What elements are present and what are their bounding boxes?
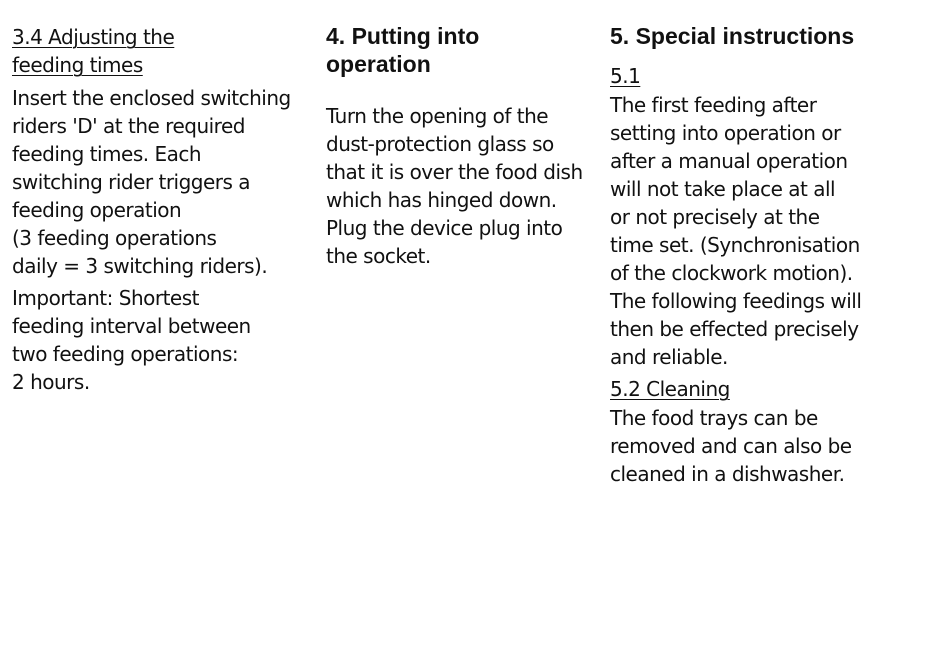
section-3-4-body-line: switching rider triggers a xyxy=(12,170,251,194)
section-3-4-heading-line-2: feeding times xyxy=(12,53,143,77)
section-4-body-line: Plug the device plug into xyxy=(326,216,563,240)
section-5-2-body-line: The food trays can be xyxy=(610,406,818,430)
section-5-1-body-line: will not take place at all xyxy=(610,177,836,201)
section-5-1-body-line: after a manual operation xyxy=(610,149,848,173)
section-5-1-body-line: of the clockwork motion). xyxy=(610,261,853,285)
section-4-body-line: that it is over the food dish xyxy=(326,160,583,184)
section-4-body-line: which has hinged down. xyxy=(326,188,557,212)
section-5-1-body-line: and reliable. xyxy=(610,345,728,369)
section-3-4-body-line: riders 'D' at the required xyxy=(12,114,245,138)
section-3-4-body-line: daily = 3 switching riders). xyxy=(12,254,268,278)
section-3-4-body-line: feeding operation xyxy=(12,198,182,222)
section-3-4-body-line: feeding times. Each xyxy=(12,142,202,166)
section-5-1-body-line: then be effected precisely xyxy=(610,317,859,341)
section-4-body-line: Turn the opening of the xyxy=(326,104,549,128)
section-5-1-body-line: or not precisely at the xyxy=(610,205,820,229)
section-3-4-body-line: (3 feeding operations xyxy=(12,226,217,250)
section-5-1-body-line: The first feeding after xyxy=(610,93,817,117)
section-4-heading-line-1: 4. Putting into xyxy=(326,23,480,49)
section-5-2-body-line: cleaned in a dishwasher. xyxy=(610,462,845,486)
section-3-4-body-line: Insert the enclosed switching xyxy=(12,86,291,110)
section-5-2-body-line: removed and can also be xyxy=(610,434,852,458)
section-4-heading-line-2: operation xyxy=(326,51,431,77)
section-5-1-body-line: time set. (Synchronisation xyxy=(610,233,860,257)
section-3-4-note-line: feeding interval between xyxy=(12,314,251,338)
section-3-4-note-line: Important: Shortest xyxy=(12,286,199,310)
section-5-heading: 5. Special instructions xyxy=(610,23,855,49)
section-5-1-body-line: The following feedings will xyxy=(610,289,862,313)
section-4-body-line: dust-protection glass so xyxy=(326,132,554,156)
section-3-4-heading-line-1: 3.4 Adjusting the xyxy=(12,25,175,49)
section-3-4-note-line: two feeding operations: xyxy=(12,342,239,366)
section-5-1-label: 5.1 xyxy=(610,64,641,88)
section-5-1-body-line: setting into operation or xyxy=(610,121,841,145)
section-3-4-note-line: 2 hours. xyxy=(12,370,90,394)
section-4-body-line: the socket. xyxy=(326,244,431,268)
section-5-2-label: 5.2 Cleaning xyxy=(610,377,730,401)
